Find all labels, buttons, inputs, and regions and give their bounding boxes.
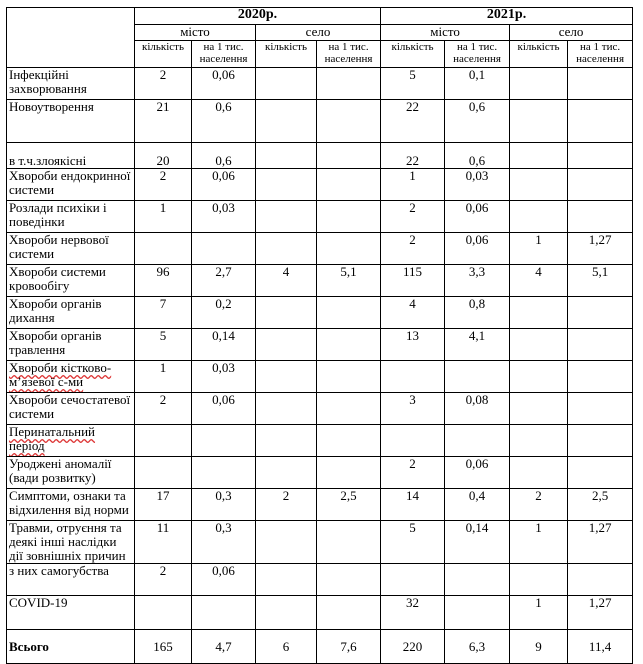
row-label: [7, 457, 135, 489]
row-label: [7, 361, 135, 393]
row-label: [7, 100, 135, 143]
value-cell: [256, 329, 317, 361]
table-row: [7, 297, 633, 329]
value-cell: 6: [256, 630, 317, 664]
row-label-line: системи: [9, 182, 55, 197]
table-row: [7, 68, 633, 100]
value-cell: [135, 457, 192, 489]
table-row: [7, 143, 633, 169]
value-cell: 5: [135, 329, 192, 361]
value-cell: [510, 297, 568, 329]
value-cell: 4,7: [192, 630, 256, 664]
value-cell: 11: [135, 521, 192, 564]
city-2020-header: місто: [135, 25, 256, 41]
value-cell: [256, 68, 317, 100]
row-label: [7, 630, 135, 664]
value-cell: [256, 233, 317, 265]
row-label-line: Перинатальний: [9, 424, 96, 439]
value-cell: 0,6: [445, 143, 510, 169]
value-cell: 0,06: [192, 564, 256, 596]
value-cell: [256, 457, 317, 489]
city-2021-header: місто: [381, 25, 510, 41]
value-cell: [568, 143, 633, 169]
table-row: [7, 521, 633, 564]
row-label-line: COVID-19: [9, 595, 68, 610]
value-cell: 1,27: [568, 521, 633, 564]
value-cell: [256, 100, 317, 143]
value-cell: [256, 393, 317, 425]
row-label-line: кровообігу: [9, 278, 70, 293]
value-cell: 4: [510, 265, 568, 297]
value-cell: [317, 521, 381, 564]
value-cell: [381, 425, 445, 457]
value-cell: 0,3: [192, 489, 256, 521]
per-1000-header: на 1 тис. населення: [568, 41, 633, 68]
value-cell: 0,03: [192, 361, 256, 393]
value-cell: 0,03: [445, 169, 510, 201]
value-cell: [317, 329, 381, 361]
value-cell: 2: [135, 393, 192, 425]
value-cell: 2: [135, 564, 192, 596]
row-label-line: Хвороби нервової: [9, 232, 109, 247]
value-cell: [192, 425, 256, 457]
value-cell: [317, 425, 381, 457]
value-cell: [510, 100, 568, 143]
count-header: кількість: [256, 41, 317, 68]
value-cell: [568, 393, 633, 425]
row-label: [7, 393, 135, 425]
value-cell: [317, 393, 381, 425]
value-cell: [510, 143, 568, 169]
count-header: кількість: [381, 41, 445, 68]
value-cell: [317, 143, 381, 169]
value-cell: 0,8: [445, 297, 510, 329]
value-cell: 4: [256, 265, 317, 297]
value-cell: [192, 233, 256, 265]
value-cell: 3,3: [445, 265, 510, 297]
value-cell: [256, 143, 317, 169]
village-2021-header: село: [510, 25, 633, 41]
value-cell: [256, 425, 317, 457]
value-cell: [317, 596, 381, 630]
value-cell: [317, 233, 381, 265]
per-1000-header: на 1 тис. населення: [445, 41, 510, 68]
value-cell: 4: [381, 297, 445, 329]
value-cell: [135, 425, 192, 457]
value-cell: [510, 457, 568, 489]
row-label-line: відхилення від норми: [9, 502, 129, 517]
table-row: [7, 265, 633, 297]
per-1000-header: на 1 тис. населення: [192, 41, 256, 68]
village-2020-header: село: [256, 25, 381, 41]
value-cell: 0,06: [192, 393, 256, 425]
value-cell: [192, 457, 256, 489]
year-2021-header: 2021р.: [381, 8, 633, 25]
value-cell: 1,27: [568, 233, 633, 265]
value-cell: [510, 564, 568, 596]
value-cell: 1,27: [568, 596, 633, 630]
table-row: [7, 564, 633, 596]
row-label-line: Симптоми, ознаки та: [9, 488, 126, 503]
value-cell: 220: [381, 630, 445, 664]
value-cell: 5: [381, 521, 445, 564]
table-row: [7, 329, 633, 361]
row-label: [7, 329, 135, 361]
value-cell: 2: [381, 233, 445, 265]
value-cell: 1: [510, 596, 568, 630]
value-cell: 2: [135, 68, 192, 100]
value-cell: 0,03: [192, 201, 256, 233]
corner-cell: [7, 8, 135, 68]
value-cell: [510, 329, 568, 361]
value-cell: 2: [381, 457, 445, 489]
table-row: [7, 457, 633, 489]
value-cell: [381, 361, 445, 393]
value-cell: 2: [135, 169, 192, 201]
value-cell: 0,06: [445, 201, 510, 233]
year-2020-header: 2020р.: [135, 8, 381, 25]
value-cell: [317, 100, 381, 143]
value-cell: 0,14: [192, 329, 256, 361]
row-label-line: дихання: [9, 310, 55, 325]
value-cell: 2,5: [317, 489, 381, 521]
row-label-line: Інфекційні: [9, 67, 69, 82]
row-label: [7, 68, 135, 100]
value-cell: [317, 457, 381, 489]
row-label: [7, 564, 135, 596]
table-body: [7, 68, 633, 664]
value-cell: [256, 169, 317, 201]
row-label-line: Хвороби системи: [9, 264, 106, 279]
row-label: [7, 425, 135, 457]
value-cell: [135, 233, 192, 265]
row-label-line: Хвороби органів: [9, 296, 102, 311]
value-cell: 1: [135, 201, 192, 233]
table-row: [7, 393, 633, 425]
value-cell: [510, 393, 568, 425]
value-cell: 22: [381, 143, 445, 169]
value-cell: 1: [135, 361, 192, 393]
row-label: [7, 596, 135, 630]
value-cell: 2: [256, 489, 317, 521]
row-label-line: поведінки: [9, 214, 65, 229]
value-cell: 9: [510, 630, 568, 664]
value-cell: 22: [381, 100, 445, 143]
value-cell: 4,1: [445, 329, 510, 361]
value-cell: [256, 201, 317, 233]
value-cell: [568, 201, 633, 233]
value-cell: [568, 425, 633, 457]
row-label-line: Всього: [9, 638, 49, 654]
row-label-line: період: [9, 438, 45, 453]
value-cell: 0,4: [445, 489, 510, 521]
value-cell: [568, 68, 633, 100]
value-cell: [256, 361, 317, 393]
value-cell: 20: [135, 143, 192, 169]
row-label-line: Хвороби органів: [9, 328, 102, 343]
value-cell: 11,4: [568, 630, 633, 664]
value-cell: 32: [381, 596, 445, 630]
value-cell: [135, 596, 192, 630]
value-cell: 0,6: [192, 143, 256, 169]
value-cell: 7: [135, 297, 192, 329]
value-cell: [568, 100, 633, 143]
value-cell: 0,3: [192, 521, 256, 564]
per-1000-header: на 1 тис. населення: [317, 41, 381, 68]
value-cell: [445, 425, 510, 457]
row-label-line: (вади розвитку): [9, 470, 96, 485]
row-label-line: в т.ч.злоякісні: [9, 153, 87, 168]
value-cell: 0,14: [445, 521, 510, 564]
value-cell: [568, 564, 633, 596]
table-row: [7, 425, 633, 457]
value-cell: [317, 361, 381, 393]
value-cell: [510, 68, 568, 100]
row-label: [7, 265, 135, 297]
value-cell: [256, 564, 317, 596]
row-label: [7, 521, 135, 564]
row-label: [7, 233, 135, 265]
row-label: [7, 169, 135, 201]
value-cell: 0,08: [445, 393, 510, 425]
table-row: [7, 233, 633, 265]
value-cell: 115: [381, 265, 445, 297]
row-label-line: травлення: [9, 342, 66, 357]
table-row: [7, 100, 633, 143]
table-row: [7, 630, 633, 664]
count-header: кількість: [135, 41, 192, 68]
row-label-line: системи: [9, 406, 55, 421]
value-cell: 1: [510, 233, 568, 265]
row-label-line: дії зовнішніх причин: [9, 548, 126, 563]
value-cell: [381, 564, 445, 596]
value-cell: 2,5: [568, 489, 633, 521]
table-row: [7, 596, 633, 630]
value-cell: [445, 564, 510, 596]
value-cell: 14: [381, 489, 445, 521]
value-cell: 6,3: [445, 630, 510, 664]
value-cell: [317, 68, 381, 100]
value-cell: 0,6: [445, 100, 510, 143]
value-cell: [510, 425, 568, 457]
table-row: [7, 489, 633, 521]
value-cell: 5,1: [317, 265, 381, 297]
row-label-line: захворювання: [9, 81, 87, 96]
value-cell: 0,6: [192, 100, 256, 143]
row-label-line: Уроджені аномалії: [9, 456, 112, 471]
value-cell: 2: [381, 201, 445, 233]
value-cell: [568, 297, 633, 329]
row-label: [7, 201, 135, 233]
value-cell: 5: [381, 68, 445, 100]
value-cell: 1: [510, 521, 568, 564]
row-label-line: м’язевої с-ми: [9, 374, 84, 389]
value-cell: [510, 361, 568, 393]
value-cell: [317, 564, 381, 596]
value-cell: 0,06: [445, 457, 510, 489]
row-label-line: Травми, отруєння та: [9, 520, 122, 535]
row-label-line: Хвороби кістково-: [9, 360, 112, 375]
value-cell: [192, 596, 256, 630]
value-cell: 3: [381, 393, 445, 425]
row-label-line: Хвороби сечостатевої: [9, 392, 131, 407]
value-cell: [445, 596, 510, 630]
value-cell: 0,06: [192, 68, 256, 100]
row-label: [7, 143, 135, 169]
value-cell: 0,06: [445, 233, 510, 265]
value-cell: 13: [381, 329, 445, 361]
row-label-line: деякі інші наслідки: [9, 534, 117, 549]
table-row: [7, 201, 633, 233]
count-header: кількість: [510, 41, 568, 68]
value-cell: 96: [135, 265, 192, 297]
row-label: [7, 489, 135, 521]
value-cell: 7,6: [317, 630, 381, 664]
value-cell: 1: [381, 169, 445, 201]
table-row: [7, 361, 633, 393]
morbidity-table: [6, 7, 633, 664]
value-cell: [317, 201, 381, 233]
value-cell: [256, 596, 317, 630]
value-cell: 2: [510, 489, 568, 521]
value-cell: 0,2: [192, 297, 256, 329]
row-label-line: з них самогубства: [9, 563, 109, 578]
row-label-line: Хвороби ендокринної: [9, 168, 131, 183]
row-label: [7, 297, 135, 329]
value-cell: [317, 297, 381, 329]
value-cell: 0,1: [445, 68, 510, 100]
value-cell: [568, 457, 633, 489]
value-cell: 21: [135, 100, 192, 143]
value-cell: [256, 297, 317, 329]
table-row: [7, 169, 633, 201]
value-cell: [568, 169, 633, 201]
row-label-line: системи: [9, 246, 55, 261]
value-cell: [445, 361, 510, 393]
value-cell: [568, 329, 633, 361]
value-cell: [510, 169, 568, 201]
value-cell: [256, 521, 317, 564]
value-cell: 165: [135, 630, 192, 664]
value-cell: 0,06: [192, 169, 256, 201]
value-cell: [568, 361, 633, 393]
value-cell: [510, 201, 568, 233]
row-label-line: Розлади психіки і: [9, 200, 107, 215]
value-cell: 5,1: [568, 265, 633, 297]
value-cell: 2,7: [192, 265, 256, 297]
row-label-line: Новоутворення: [9, 99, 94, 114]
value-cell: 17: [135, 489, 192, 521]
value-cell: [317, 169, 381, 201]
